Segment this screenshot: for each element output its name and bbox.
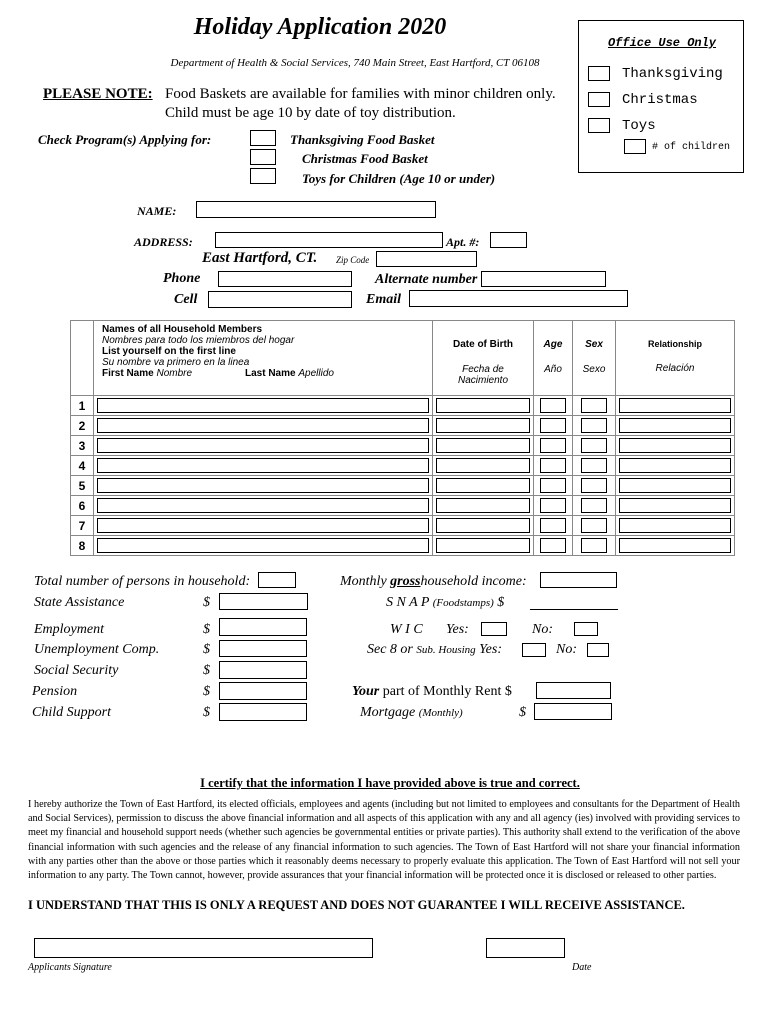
department-address: Department of Health & Social Services, 740 Main Street, East Hartford, CT 06108 xyxy=(170,57,540,69)
employment-currency: $ xyxy=(203,622,210,637)
employment-label: Employment xyxy=(34,622,104,637)
list-yourself-es: Su nombre va primero en la linea xyxy=(102,357,250,368)
dob-es-1: Fecha de xyxy=(462,364,504,375)
table-row xyxy=(71,496,735,516)
signature-field[interactable] xyxy=(34,938,373,958)
member-age-field[interactable] xyxy=(540,538,566,553)
member-dob-field[interactable] xyxy=(436,438,530,453)
member-name-field[interactable] xyxy=(97,398,429,413)
unemployment-currency: $ xyxy=(203,642,210,657)
child-support-currency: $ xyxy=(203,705,210,720)
row-number: 5 xyxy=(71,476,94,496)
member-age-field[interactable] xyxy=(540,518,566,533)
office-children-label: # of children xyxy=(652,142,731,153)
wic-no-label: No: xyxy=(532,622,553,637)
dob-label: Date of Birth xyxy=(453,339,513,350)
sec8-no-label: No: xyxy=(556,642,577,657)
last-name-label: Last Name xyxy=(245,368,296,379)
member-name-field[interactable] xyxy=(97,458,429,473)
office-children-count-field[interactable] xyxy=(624,139,646,154)
table-row xyxy=(71,456,735,476)
member-dob-field[interactable] xyxy=(436,498,530,513)
snap-label-group xyxy=(386,595,504,611)
mortgage-label-group xyxy=(360,705,463,721)
city-label: East Hartford, CT. xyxy=(202,250,318,266)
member-sex-field[interactable] xyxy=(581,438,607,453)
mortgage-field[interactable] xyxy=(534,703,612,720)
sec8-yes-checkbox[interactable] xyxy=(522,643,546,657)
rent-label: part of Monthly Rent xyxy=(382,684,502,699)
snap-note: (Foodstamps) xyxy=(432,597,494,609)
snap-label: S N A P xyxy=(386,595,430,610)
rent-your-label: Your xyxy=(352,684,380,699)
sex-es-label: Sexo xyxy=(582,364,606,375)
table-row xyxy=(71,396,735,416)
rent-field[interactable] xyxy=(536,682,611,699)
row-number: 7 xyxy=(71,516,94,536)
program-thanksgiving-label: Thanksgiving Food Basket xyxy=(290,132,435,147)
monthly-income-label xyxy=(340,574,527,590)
understand-statement: I UNDERSTAND THAT THIS IS ONLY A REQUEST AND DOES NOT GUARANTEE I WILL RECEIVE ASSISTANCE. xyxy=(28,898,685,912)
member-sex-field[interactable] xyxy=(581,538,607,553)
child-support-field[interactable] xyxy=(219,703,307,721)
name-field[interactable] xyxy=(196,201,436,218)
monthly-income-suffix: household income: xyxy=(420,574,527,589)
mortgage-currency: $ xyxy=(519,705,526,720)
email-label: Email xyxy=(366,292,402,307)
member-relationship-field[interactable] xyxy=(619,458,731,473)
member-dob-field[interactable] xyxy=(436,518,530,533)
unemployment-label: Unemployment Comp. xyxy=(34,642,160,657)
row-number: 3 xyxy=(71,436,94,456)
child-support-label: Child Support xyxy=(32,705,111,720)
member-relationship-field[interactable] xyxy=(619,538,731,553)
monthly-income-prefix: Monthly xyxy=(340,574,387,589)
relationship-label: Relationship xyxy=(647,339,702,349)
wic-no-checkbox[interactable] xyxy=(574,622,598,636)
row-number: 1 xyxy=(71,396,94,416)
monthly-income-field[interactable] xyxy=(540,572,617,588)
name-label: NAME: xyxy=(137,204,177,218)
table-row xyxy=(71,476,735,496)
member-relationship-field[interactable] xyxy=(619,498,731,513)
names-header-es: Nombres para todo los miembros del hogar xyxy=(102,335,295,346)
member-relationship-field[interactable] xyxy=(619,518,731,533)
zip-field[interactable] xyxy=(376,251,477,267)
pension-currency: $ xyxy=(203,684,210,699)
member-sex-field[interactable] xyxy=(581,418,607,433)
programs-label: Check Program(s) Applying for: xyxy=(38,132,212,147)
names-header-en: Names of all Household Members xyxy=(102,324,263,335)
apt-label: Apt. #: xyxy=(446,235,480,249)
total-persons-label: Total number of persons in household: xyxy=(34,574,251,589)
address-field[interactable] xyxy=(215,232,443,248)
office-toys-checkbox[interactable] xyxy=(588,118,610,133)
rent-label-group xyxy=(352,684,512,700)
christmas-checkbox[interactable] xyxy=(250,149,276,165)
social-security-label: Social Security xyxy=(34,663,119,678)
office-christmas-checkbox[interactable] xyxy=(588,92,610,107)
date-field[interactable] xyxy=(486,938,565,958)
member-dob-field[interactable] xyxy=(436,538,530,553)
member-relationship-field[interactable] xyxy=(619,478,731,493)
member-sex-field[interactable] xyxy=(581,498,607,513)
state-assistance-field[interactable] xyxy=(219,593,308,610)
sex-label: Sex xyxy=(585,339,603,350)
office-thanksgiving-label: Thanksgiving xyxy=(622,66,723,82)
notice-line-2: Child must be age 10 by date of toy distribution. xyxy=(165,105,456,121)
table-row xyxy=(71,536,735,556)
office-toys-label: Toys xyxy=(622,118,656,134)
certification-body: I hereby authorize the Town of East Hartford, its elected officials, employees and agents (including but not limited to employees and consultants for the Department of Health and Social Services), permission to discuss the above financial information and all aspects of this application with any and all agency (ies) involved with providing services to meet my financial and household support needs (whether such agencies be governmental entities or private parties). This authority shall extend to the verification of the above financial information with such agencies and the release of any financial information to such agencies. The Town of East Hartford will not share your financial information with any parties other than the above or those parties which it reasonably deems necessary to properly evaluate this application. The Town of East Hartford will not sell your information to any party. The Town cannot, however, provide assurances that your financial information will be protected once it is disclosed or released to other parties. xyxy=(28,799,740,882)
member-age-field[interactable] xyxy=(540,458,566,473)
notice-line-1: Food Baskets are available for families with minor children only. xyxy=(165,86,556,102)
social-security-field[interactable] xyxy=(219,661,307,679)
mortgage-note: (Monthly) xyxy=(418,707,463,719)
monthly-income-gross: gross xyxy=(390,574,421,589)
names-header xyxy=(94,321,433,396)
row-number: 4 xyxy=(71,456,94,476)
member-dob-field[interactable] xyxy=(436,418,530,433)
office-use-box xyxy=(578,20,744,173)
page-title: Holiday Application 2020 xyxy=(193,14,447,40)
member-name-field[interactable] xyxy=(97,498,429,513)
age-label: Age xyxy=(543,339,563,350)
notice-label: PLEASE NOTE: xyxy=(43,86,153,102)
alternate-number-field[interactable] xyxy=(481,271,606,287)
office-use-title: Office Use Only xyxy=(607,36,717,50)
member-dob-field[interactable] xyxy=(436,478,530,493)
sec8-no-checkbox[interactable] xyxy=(587,643,609,657)
dob-header xyxy=(433,321,534,396)
sec8-label-group xyxy=(367,642,502,658)
sex-header xyxy=(573,321,616,396)
member-age-field[interactable] xyxy=(540,398,566,413)
employment-field[interactable] xyxy=(219,618,307,636)
member-name-field[interactable] xyxy=(97,518,429,533)
apt-field[interactable] xyxy=(490,232,527,248)
signature-label: Applicants Signature xyxy=(28,962,112,973)
row-number: 8 xyxy=(71,536,94,556)
rent-currency: $ xyxy=(504,684,512,699)
member-age-field[interactable] xyxy=(540,438,566,453)
relationship-header xyxy=(616,321,735,396)
date-label: Date xyxy=(572,962,592,973)
row-number-header xyxy=(71,321,94,396)
pension-label: Pension xyxy=(32,684,78,699)
program-christmas-label: Christmas Food Basket xyxy=(302,151,428,166)
age-header xyxy=(534,321,573,396)
member-sex-field[interactable] xyxy=(581,398,607,413)
pension-field[interactable] xyxy=(219,682,307,700)
table-row xyxy=(71,436,735,456)
wic-label: W I C xyxy=(390,622,423,637)
office-christmas-label: Christmas xyxy=(622,92,698,108)
address-label: ADDRESS: xyxy=(134,235,193,249)
cell-field[interactable] xyxy=(208,291,352,308)
member-dob-field[interactable] xyxy=(436,458,530,473)
row-number: 2 xyxy=(71,416,94,436)
row-number: 6 xyxy=(71,496,94,516)
office-thanksgiving-checkbox[interactable] xyxy=(588,66,610,81)
sec8-yes-label: Yes: xyxy=(479,642,502,657)
mortgage-label: Mortgage xyxy=(360,705,416,720)
member-name-field[interactable] xyxy=(97,538,429,553)
phone-label: Phone xyxy=(163,271,201,286)
member-relationship-field[interactable] xyxy=(619,418,731,433)
program-toys-label: Toys for Children (Age 10 or under) xyxy=(302,171,496,186)
zip-label: Zip Code xyxy=(336,255,370,265)
member-name-field[interactable] xyxy=(97,438,429,453)
state-assistance-label: State Assistance xyxy=(34,595,125,610)
wic-yes-label: Yes: xyxy=(446,622,469,637)
state-assistance-currency: $ xyxy=(203,595,210,610)
dob-es-2: Nacimiento xyxy=(457,375,509,386)
snap-field[interactable] xyxy=(530,593,618,610)
certification-heading: I certify that the information I have provided above is true and correct. xyxy=(200,776,580,790)
household-table xyxy=(70,320,735,556)
total-persons-field[interactable] xyxy=(258,572,296,588)
member-sex-field[interactable] xyxy=(581,518,607,533)
alternate-number-label: Alternate number xyxy=(375,272,478,287)
cell-label: Cell xyxy=(174,292,198,307)
member-age-field[interactable] xyxy=(540,498,566,513)
relationship-es-label: Relación xyxy=(655,363,695,374)
age-es-label: Año xyxy=(544,364,562,375)
first-name-label: First Name xyxy=(102,368,154,379)
member-sex-field[interactable] xyxy=(581,478,607,493)
email-field[interactable] xyxy=(409,290,628,307)
sub-housing-label: Sub. Housing xyxy=(416,644,476,656)
member-sex-field[interactable] xyxy=(581,458,607,473)
list-yourself-en: List yourself on the first line xyxy=(102,346,236,357)
sec8-label: Sec 8 or xyxy=(367,642,413,657)
social-security-currency: $ xyxy=(203,663,210,678)
member-age-field[interactable] xyxy=(540,418,566,433)
phone-field[interactable] xyxy=(218,271,352,287)
thanksgiving-checkbox[interactable] xyxy=(250,130,276,146)
wic-yes-checkbox[interactable] xyxy=(481,622,507,636)
last-name-es-label: Apellido xyxy=(298,368,334,379)
table-row xyxy=(71,516,735,536)
first-name-es-label: Nombre xyxy=(156,368,193,379)
member-name-field[interactable] xyxy=(97,478,429,493)
toys-checkbox[interactable] xyxy=(250,168,276,184)
member-age-field[interactable] xyxy=(540,478,566,493)
snap-currency: $ xyxy=(497,595,505,610)
table-row xyxy=(71,416,735,436)
member-relationship-field[interactable] xyxy=(619,438,731,453)
member-relationship-field[interactable] xyxy=(619,398,731,413)
unemployment-field[interactable] xyxy=(219,640,307,657)
member-dob-field[interactable] xyxy=(436,398,530,413)
member-name-field[interactable] xyxy=(97,418,429,433)
